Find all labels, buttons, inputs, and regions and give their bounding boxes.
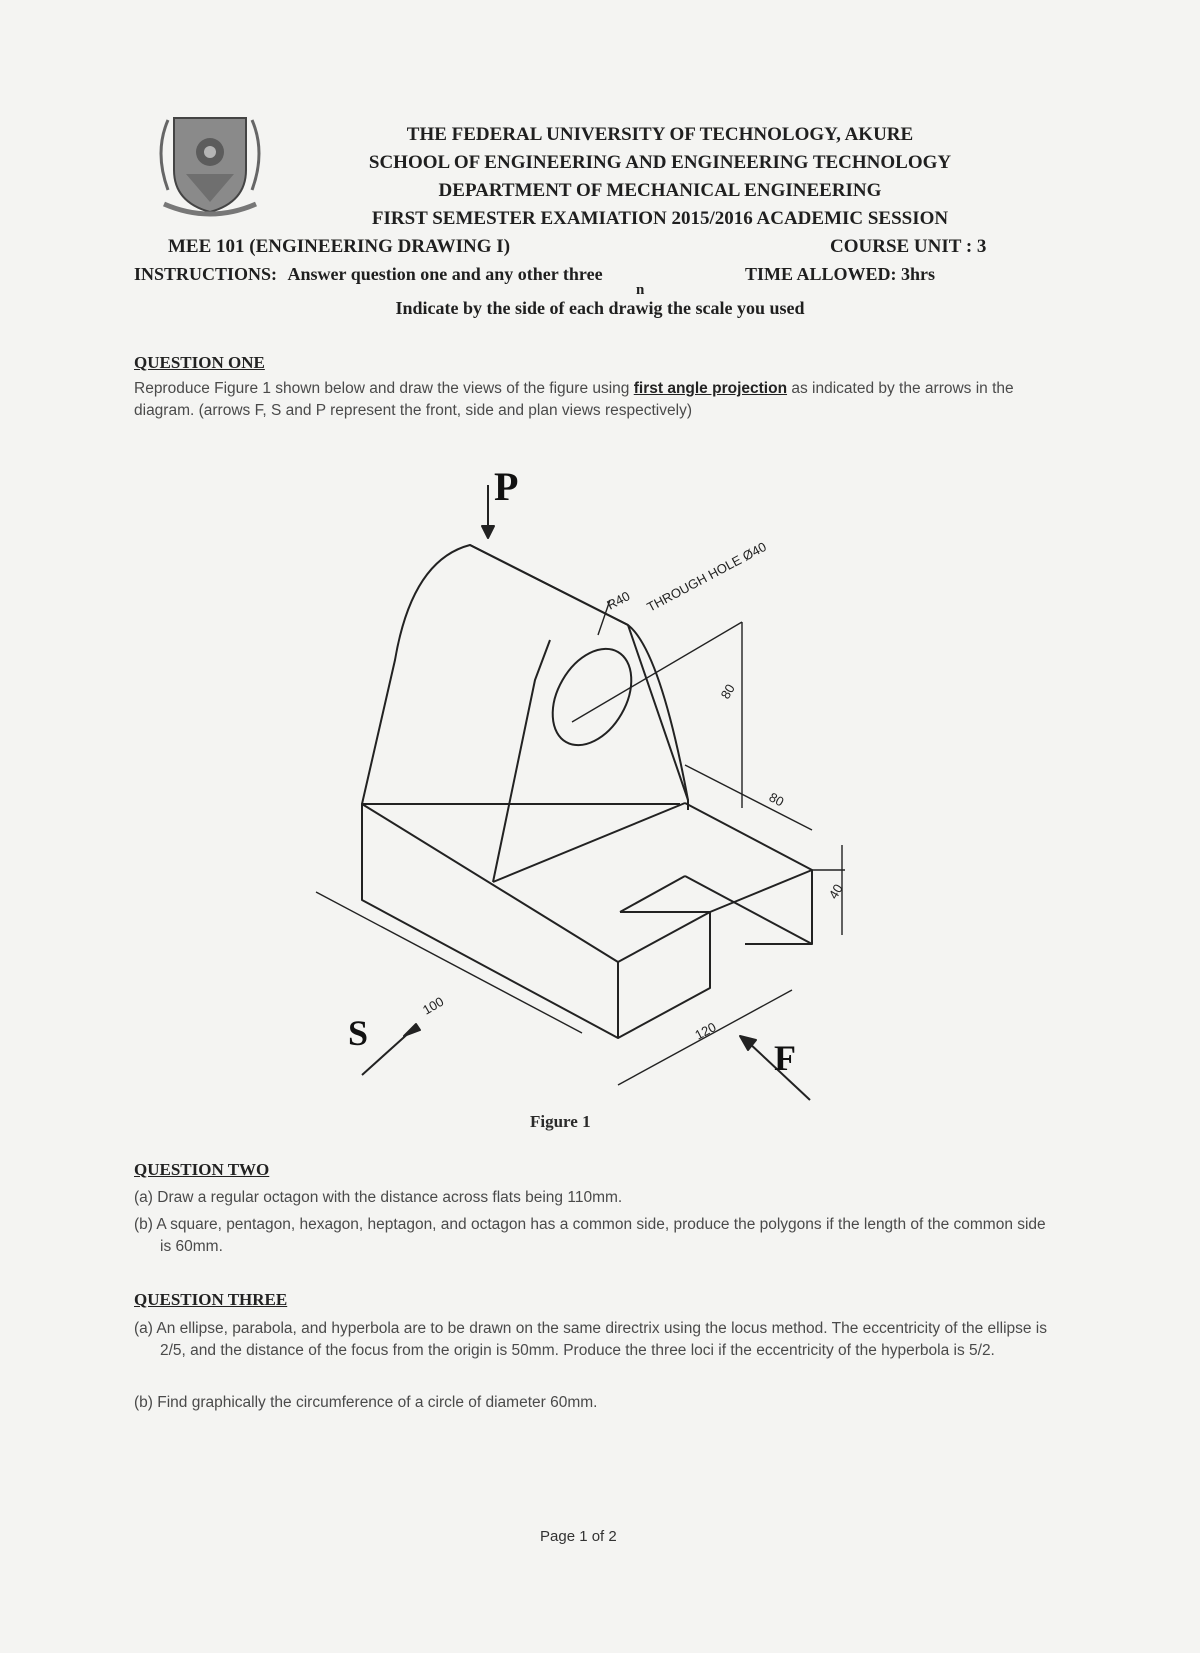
through-hole bbox=[537, 635, 648, 759]
question-three-item-b: (b) Find graphically the circumference of a circle of diameter 60mm. bbox=[134, 1394, 598, 1411]
q1-text-before: Reproduce Figure 1 shown below and draw the views of the figure using bbox=[134, 380, 634, 397]
upright-inner-edge bbox=[493, 640, 550, 882]
arrow-s-head bbox=[404, 1024, 420, 1036]
dim-hole-label: THROUGH HOLE Ø40 bbox=[644, 539, 769, 615]
dim-100-label: 100 bbox=[420, 993, 447, 1018]
dim-80-slot-label: 80 bbox=[766, 789, 787, 810]
handwritten-correction: n bbox=[636, 282, 645, 298]
upright-base-line bbox=[493, 803, 685, 882]
question-two-title: QUESTION TWO bbox=[134, 1160, 270, 1179]
school-name: SCHOOL OF ENGINEERING AND ENGINEERING TECHNOLOGY bbox=[368, 152, 952, 173]
arrow-s-label: S bbox=[348, 1013, 369, 1053]
dim-40-label: 40 bbox=[825, 881, 846, 902]
instructions-text: Answer question one and any other three bbox=[287, 264, 603, 284]
slot-corner-edge bbox=[710, 870, 812, 912]
upright-side-edge bbox=[628, 625, 688, 810]
dim-120-label: 120 bbox=[692, 1019, 719, 1043]
dim-r40-label: R40 bbox=[604, 588, 633, 613]
dim-80-vertical-label: 80 bbox=[717, 681, 738, 702]
q1-text-after: as indicated by the arrows in the diagram. (arrows F, S and P represent the front, side and plan views respectively) bbox=[134, 380, 1014, 419]
upright-outline bbox=[362, 545, 688, 804]
course-unit: COURSE UNIT : 3 bbox=[830, 236, 987, 257]
department-name: DEPARTMENT OF MECHANICAL ENGINEERING bbox=[438, 180, 882, 201]
question-three-title: QUESTION THREE bbox=[134, 1290, 288, 1309]
question-two-item-b: (b) A square, pentagon, hexagon, heptagon, and octagon has a common side, produce the polygons if the length of the common side is 60mm. bbox=[134, 1216, 1046, 1255]
scale-instruction: Indicate by the side of each drawig the scale you used bbox=[395, 298, 805, 318]
instructions-label: INSTRUCTIONS: bbox=[134, 264, 278, 284]
dim-80-slot-line bbox=[685, 765, 812, 830]
q1-emphasis: first angle projection bbox=[633, 380, 788, 397]
arrow-p-head bbox=[482, 526, 494, 538]
question-three-item-a: (a) An ellipse, parabola, and hyperbola are to be drawn on the same directrix using the locus method. The eccentricity of the ellipse is 2/5, and the distance of the focus from the origin is 50mm. Produce the three loci if the eccentricity of the hyperbola is 5/2. bbox=[134, 1320, 1048, 1359]
arrow-p-label: P bbox=[494, 464, 519, 509]
upright-top-edge bbox=[470, 545, 628, 625]
dim-100-line bbox=[316, 892, 582, 1033]
arrow-f-label: F bbox=[774, 1038, 796, 1078]
figure-caption: Figure 1 bbox=[530, 1112, 591, 1131]
question-one-title: QUESTION ONE bbox=[134, 353, 265, 372]
slot-side-face bbox=[685, 803, 812, 944]
base-front-face bbox=[362, 804, 618, 1038]
course-title: MEE 101 (ENGINEERING DRAWING I) bbox=[168, 236, 511, 257]
question-two-item-a: (a) Draw a regular octagon with the distance across flats being 110mm. bbox=[134, 1189, 623, 1206]
exam-title: FIRST SEMESTER EXAMIATION 2015/2016 ACADEMIC SESSION bbox=[371, 208, 949, 229]
slot-front-face bbox=[618, 912, 710, 1038]
university-name: THE FEDERAL UNIVERSITY OF TECHNOLOGY, AKURE bbox=[406, 124, 914, 145]
page-number: Page 1 of 2 bbox=[540, 1528, 617, 1545]
time-allowed: TIME ALLOWED: 3hrs bbox=[745, 264, 936, 284]
slot-inner-edge bbox=[620, 876, 685, 912]
